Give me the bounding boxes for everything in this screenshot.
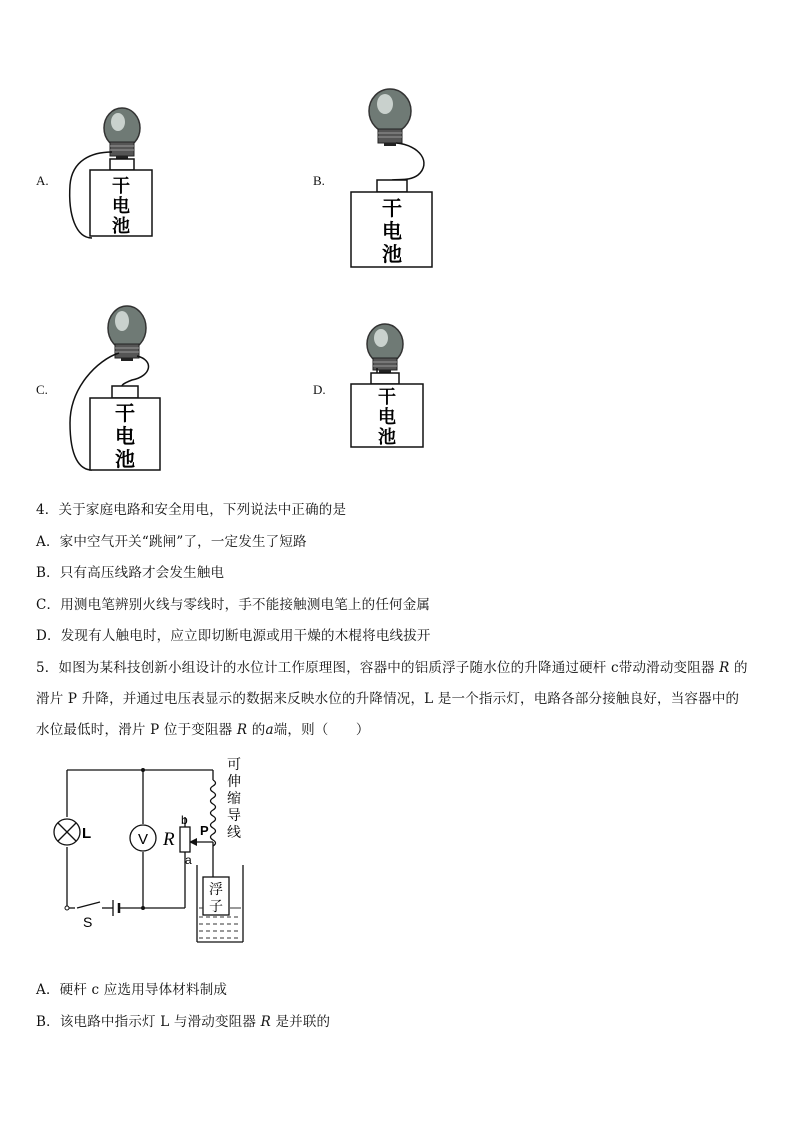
q4-option-b: B．只有高压线路才会发生触电 [36,565,225,581]
lamp-icon [54,819,80,845]
option-c-figure [62,298,172,478]
battery-label-3: 池 [382,242,402,266]
var-r: R [719,660,730,676]
battery-label-3: 池 [112,216,130,237]
option-d-figure [345,320,435,455]
q5-option-b: B．该电路中指示灯 L 与滑动变阻器 R 是并联的 [36,1014,331,1030]
wire-label-4: 导 [227,808,241,824]
battery-label-2: 电 [115,424,135,448]
end-b-label: b [181,813,188,827]
battery-label-3: 池 [115,447,135,471]
q4-option-a: A．家中空气开关“跳闸”了，一定发生了短路 [36,534,307,550]
battery-label-1: 干 [382,196,402,220]
bulb-icon [108,306,146,361]
float-label-2: 子 [209,899,223,915]
q4-stem: 4．关于家庭电路和安全用电，下列说法中正确的是 [36,502,347,518]
lamp-label: L [82,825,92,842]
wire-label-2: 伸 [227,774,241,790]
option-a-figure [62,100,162,245]
resistor-label: R [163,829,175,850]
option-d-letter: D. [313,382,326,397]
q5-stem-line-2: 滑片 P 升降，并通过电压表显示的数据来反映水位的升降情况，L 是一个指示灯，电路各部分接触良好，当容器中的 [36,691,740,707]
option-c-letter: C. [36,382,48,397]
q5-stem-line-1: 5．如图为某科技创新小组设计的水位计工作原理图，容器中的铝质浮子随水位的升降通过硬杆 c带动滑动变阻器 R 的 [36,660,748,676]
q4-option-d: D．发现有人触电时，应立即切断电源或用干燥的木棍将电线拔开 [36,628,431,644]
voltmeter-label: V [137,831,149,848]
wire-label-3: 缩 [227,791,241,807]
option-b-figure [340,85,450,275]
q4-option-c: C．用测电笔辨别火线与零线时，手不能接触测电笔上的任何金属 [36,597,431,613]
battery-label-2: 电 [382,219,402,243]
battery-label-2: 电 [112,196,130,217]
circuit-diagram [45,752,260,957]
wire-label-5: 线 [227,825,241,841]
option-b-letter: B. [313,173,325,188]
q5-option-a: A．硬杆 c 应选用导体材料制成 [36,982,228,998]
battery-label-1: 干 [112,176,130,197]
battery-label-2: 电 [378,407,396,428]
slider-label: P [200,823,209,838]
battery-label-3: 池 [378,427,396,448]
end-a-label: a [185,853,192,867]
bulb-icon [367,324,403,373]
battery-label-1: 干 [378,387,396,408]
resistor-icon [180,827,190,852]
bulb-icon [369,89,411,146]
wire-label-1: 可 [227,757,241,773]
switch-label: S [83,914,93,930]
battery-label-1: 干 [115,401,135,425]
q5-stem-line-3: 水位最低时，滑片 P 位于变阻器 R 的a端，则（ ） [36,722,370,738]
option-a-letter: A. [36,173,49,188]
float-label-1: 浮 [209,882,223,898]
